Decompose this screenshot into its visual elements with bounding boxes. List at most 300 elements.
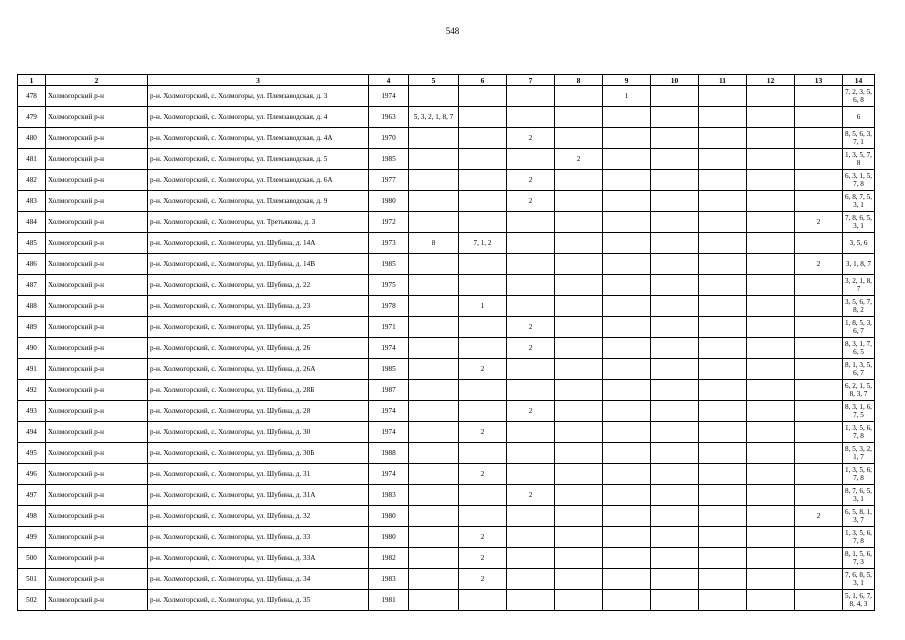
col6-cell: 2	[459, 464, 507, 485]
col7-cell: 2	[507, 170, 555, 191]
table-row	[18, 464, 875, 485]
table-row	[18, 380, 875, 401]
col9-cell	[603, 317, 651, 338]
col9-cell	[603, 527, 651, 548]
col5-cell	[409, 590, 459, 611]
col12-cell	[747, 275, 795, 296]
col10-cell	[651, 107, 699, 128]
year-cell: 1981	[369, 590, 409, 611]
year-cell: 1974	[369, 338, 409, 359]
year-cell: 1985	[369, 149, 409, 170]
column-header-6: 6	[459, 75, 507, 86]
col14-cell: 6, 8, 7, 5, 3, 1	[843, 191, 875, 212]
col13-cell	[795, 569, 843, 590]
col14-cell: 3, 1, 8, 7	[843, 254, 875, 275]
col7-cell	[507, 443, 555, 464]
col10-cell	[651, 233, 699, 254]
col7-cell	[507, 359, 555, 380]
col9-cell	[603, 254, 651, 275]
row-number-cell: 488	[18, 296, 46, 317]
col7-cell	[507, 107, 555, 128]
col7-cell	[507, 422, 555, 443]
col10-cell	[651, 86, 699, 107]
col5-cell	[409, 254, 459, 275]
col7-cell	[507, 296, 555, 317]
col14-cell: 6, 5, 8, 1, 3, 7	[843, 506, 875, 527]
col12-cell	[747, 149, 795, 170]
table-row	[18, 443, 875, 464]
col8-cell	[555, 443, 603, 464]
col12-cell	[747, 380, 795, 401]
col10-cell	[651, 506, 699, 527]
column-header-1: 1	[18, 75, 46, 86]
table-body	[18, 86, 875, 611]
col7-cell	[507, 506, 555, 527]
col11-cell	[699, 506, 747, 527]
col5-cell	[409, 191, 459, 212]
col8-cell	[555, 107, 603, 128]
table-row	[18, 485, 875, 506]
col10-cell	[651, 128, 699, 149]
col5-cell	[409, 275, 459, 296]
year-cell: 1971	[369, 317, 409, 338]
col11-cell	[699, 107, 747, 128]
col5-cell	[409, 317, 459, 338]
col5-cell	[409, 506, 459, 527]
col7-cell: 2	[507, 317, 555, 338]
col10-cell	[651, 485, 699, 506]
col5-cell	[409, 86, 459, 107]
col7-cell	[507, 254, 555, 275]
col6-cell	[459, 317, 507, 338]
table-header-row	[18, 75, 875, 86]
col13-cell	[795, 191, 843, 212]
address-cell: р-н. Холмогорский, с. Холмогоры, ул. Шубина, д. 33А	[148, 548, 369, 569]
district-cell: Холмогорский р-н	[46, 233, 148, 254]
col12-cell	[747, 317, 795, 338]
col13-cell	[795, 170, 843, 191]
col7-cell	[507, 569, 555, 590]
col5-cell	[409, 149, 459, 170]
col9-cell	[603, 107, 651, 128]
col13-cell	[795, 128, 843, 149]
col13-cell	[795, 86, 843, 107]
col14-cell: 8, 1, 3, 5, 6, 7	[843, 359, 875, 380]
year-cell: 1974	[369, 422, 409, 443]
col6-cell	[459, 170, 507, 191]
column-header-13: 13	[795, 75, 843, 86]
address-cell: р-н. Холмогорский, с. Холмогоры, ул. Шубина, д. 34	[148, 569, 369, 590]
col11-cell	[699, 86, 747, 107]
col9-cell	[603, 569, 651, 590]
col9-cell	[603, 422, 651, 443]
column-header-14: 14	[843, 75, 875, 86]
col9-cell	[603, 464, 651, 485]
col13-cell: 2	[795, 506, 843, 527]
address-cell: р-н. Холмогорский, с. Холмогоры, ул. Племзаводская, д. 4А	[148, 128, 369, 149]
col10-cell	[651, 422, 699, 443]
col12-cell	[747, 191, 795, 212]
col7-cell	[507, 212, 555, 233]
col6-cell	[459, 254, 507, 275]
col5-cell	[409, 212, 459, 233]
row-number-cell: 484	[18, 212, 46, 233]
col12-cell	[747, 338, 795, 359]
row-number-cell: 487	[18, 275, 46, 296]
col8-cell	[555, 317, 603, 338]
col6-cell: 2	[459, 422, 507, 443]
col11-cell	[699, 569, 747, 590]
year-cell: 1980	[369, 191, 409, 212]
col6-cell	[459, 485, 507, 506]
address-cell: р-н. Холмогорский, с. Холмогоры, ул. Третьякова, д. 3	[148, 212, 369, 233]
col5-cell	[409, 128, 459, 149]
col11-cell	[699, 485, 747, 506]
address-cell: р-н. Холмогорский, с. Холмогоры, ул. Шубина, д. 35	[148, 590, 369, 611]
col14-cell: 6, 2, 1, 5, 8, 3, 7	[843, 380, 875, 401]
col6-cell	[459, 443, 507, 464]
col7-cell	[507, 86, 555, 107]
col7-cell	[507, 149, 555, 170]
address-cell: р-н. Холмогорский, с. Холмогоры, ул. Шубина, д. 32	[148, 506, 369, 527]
col11-cell	[699, 296, 747, 317]
col6-cell: 2	[459, 527, 507, 548]
col11-cell	[699, 254, 747, 275]
col5-cell	[409, 296, 459, 317]
address-cell: р-н. Холмогорский, с. Холмогоры, ул. Шубина, д. 33	[148, 527, 369, 548]
col14-cell: 3, 2, 1, 8, 7	[843, 275, 875, 296]
year-cell: 1980	[369, 506, 409, 527]
col11-cell	[699, 170, 747, 191]
col5-cell	[409, 527, 459, 548]
col6-cell	[459, 380, 507, 401]
column-header-2: 2	[46, 75, 148, 86]
table-row	[18, 128, 875, 149]
col14-cell: 8, 1, 5, 6, 7, 3	[843, 548, 875, 569]
col14-cell: 8, 3, 1, 7, 6, 5	[843, 338, 875, 359]
district-cell: Холмогорский р-н	[46, 443, 148, 464]
col12-cell	[747, 548, 795, 569]
col6-cell	[459, 212, 507, 233]
district-cell: Холмогорский р-н	[46, 590, 148, 611]
table-row	[18, 527, 875, 548]
table-row	[18, 107, 875, 128]
col9-cell	[603, 359, 651, 380]
col8-cell	[555, 296, 603, 317]
table-row	[18, 401, 875, 422]
address-cell: р-н. Холмогорский, с. Холмогоры, ул. Племзаводская, д. 3	[148, 86, 369, 107]
col6-cell	[459, 401, 507, 422]
col5-cell	[409, 359, 459, 380]
col6-cell: 2	[459, 548, 507, 569]
year-cell: 1985	[369, 359, 409, 380]
col8-cell	[555, 401, 603, 422]
col10-cell	[651, 548, 699, 569]
district-cell: Холмогорский р-н	[46, 464, 148, 485]
col13-cell	[795, 317, 843, 338]
col13-cell	[795, 527, 843, 548]
col13-cell	[795, 149, 843, 170]
col11-cell	[699, 527, 747, 548]
address-cell: р-н. Холмогорский, с. Холмогоры, ул. Шубина, д. 14В	[148, 254, 369, 275]
col10-cell	[651, 254, 699, 275]
col12-cell	[747, 506, 795, 527]
col10-cell	[651, 569, 699, 590]
col6-cell	[459, 149, 507, 170]
year-cell: 1983	[369, 485, 409, 506]
table-row	[18, 296, 875, 317]
col7-cell: 2	[507, 191, 555, 212]
col10-cell	[651, 296, 699, 317]
col11-cell	[699, 233, 747, 254]
col6-cell	[459, 338, 507, 359]
district-cell: Холмогорский р-н	[46, 296, 148, 317]
col12-cell	[747, 86, 795, 107]
col5-cell	[409, 422, 459, 443]
col14-cell: 1, 3, 5, 6, 7, 8	[843, 464, 875, 485]
col13-cell	[795, 485, 843, 506]
year-cell: 1975	[369, 275, 409, 296]
district-cell: Холмогорский р-н	[46, 338, 148, 359]
district-cell: Холмогорский р-н	[46, 212, 148, 233]
col11-cell	[699, 149, 747, 170]
col13-cell	[795, 338, 843, 359]
col14-cell: 8, 7, 6, 5, 3, 1	[843, 485, 875, 506]
col5-cell	[409, 443, 459, 464]
col8-cell	[555, 422, 603, 443]
row-number-cell: 483	[18, 191, 46, 212]
col8-cell: 2	[555, 149, 603, 170]
row-number-cell: 498	[18, 506, 46, 527]
col12-cell	[747, 212, 795, 233]
year-cell: 1974	[369, 401, 409, 422]
district-cell: Холмогорский р-н	[46, 548, 148, 569]
col9-cell	[603, 170, 651, 191]
col9-cell	[603, 443, 651, 464]
col6-cell: 1	[459, 296, 507, 317]
address-cell: р-н. Холмогорский, с. Холмогоры, ул. Шубина, д. 30	[148, 422, 369, 443]
col9-cell	[603, 128, 651, 149]
address-cell: р-н. Холмогорский, с. Холмогоры, ул. Племзаводская, д. 5	[148, 149, 369, 170]
column-header-7: 7	[507, 75, 555, 86]
col12-cell	[747, 401, 795, 422]
col13-cell	[795, 401, 843, 422]
col13-cell	[795, 443, 843, 464]
row-number-cell: 497	[18, 485, 46, 506]
district-cell: Холмогорский р-н	[46, 359, 148, 380]
row-number-cell: 491	[18, 359, 46, 380]
col7-cell: 2	[507, 338, 555, 359]
col14-cell: 1, 3, 5, 7, 8	[843, 149, 875, 170]
col11-cell	[699, 317, 747, 338]
col10-cell	[651, 191, 699, 212]
col10-cell	[651, 338, 699, 359]
col10-cell	[651, 170, 699, 191]
col14-cell: 8, 3, 1, 6, 7, 5	[843, 401, 875, 422]
col14-cell: 1, 3, 5, 6, 7, 8	[843, 527, 875, 548]
year-cell: 1987	[369, 380, 409, 401]
table-row	[18, 233, 875, 254]
col7-cell	[507, 275, 555, 296]
col10-cell	[651, 527, 699, 548]
col10-cell	[651, 464, 699, 485]
col8-cell	[555, 548, 603, 569]
col13-cell	[795, 548, 843, 569]
col7-cell	[507, 548, 555, 569]
table-row	[18, 506, 875, 527]
col6-cell	[459, 128, 507, 149]
table-row	[18, 317, 875, 338]
col11-cell	[699, 464, 747, 485]
address-cell: р-н. Холмогорский, с. Холмогоры, ул. Шубина, д. 31	[148, 464, 369, 485]
district-cell: Холмогорский р-н	[46, 86, 148, 107]
row-number-cell: 494	[18, 422, 46, 443]
col10-cell	[651, 275, 699, 296]
row-number-cell: 481	[18, 149, 46, 170]
col9-cell	[603, 149, 651, 170]
col5-cell	[409, 548, 459, 569]
address-cell: р-н. Холмогорский, с. Холмогоры, ул. Племзаводская, д. 4	[148, 107, 369, 128]
row-number-cell: 478	[18, 86, 46, 107]
col10-cell	[651, 212, 699, 233]
col5-cell: 8	[409, 233, 459, 254]
table-row	[18, 254, 875, 275]
district-cell: Холмогорский р-н	[46, 107, 148, 128]
row-number-cell: 489	[18, 317, 46, 338]
address-cell: р-н. Холмогорский, с. Холмогоры, ул. Шубина, д. 26	[148, 338, 369, 359]
col11-cell	[699, 548, 747, 569]
col13-cell	[795, 275, 843, 296]
col7-cell	[507, 233, 555, 254]
col9-cell	[603, 590, 651, 611]
table-row	[18, 275, 875, 296]
district-cell: Холмогорский р-н	[46, 380, 148, 401]
col13-cell	[795, 380, 843, 401]
address-cell: р-н. Холмогорский, с. Холмогоры, ул. Шубина, д. 28Б	[148, 380, 369, 401]
row-number-cell: 485	[18, 233, 46, 254]
col9-cell	[603, 548, 651, 569]
district-cell: Холмогорский р-н	[46, 275, 148, 296]
row-number-cell: 479	[18, 107, 46, 128]
year-cell: 1974	[369, 464, 409, 485]
year-cell: 1983	[369, 569, 409, 590]
year-cell: 1978	[369, 296, 409, 317]
col9-cell	[603, 380, 651, 401]
col13-cell	[795, 233, 843, 254]
col12-cell	[747, 359, 795, 380]
col8-cell	[555, 254, 603, 275]
col13-cell	[795, 422, 843, 443]
table-row	[18, 149, 875, 170]
col8-cell	[555, 191, 603, 212]
col7-cell	[507, 380, 555, 401]
district-cell: Холмогорский р-н	[46, 191, 148, 212]
col9-cell	[603, 191, 651, 212]
col10-cell	[651, 590, 699, 611]
column-header-3: 3	[148, 75, 369, 86]
year-cell: 1982	[369, 548, 409, 569]
col12-cell	[747, 569, 795, 590]
table-row	[18, 191, 875, 212]
col11-cell	[699, 191, 747, 212]
col9-cell	[603, 296, 651, 317]
col14-cell: 3, 5, 6	[843, 233, 875, 254]
col8-cell	[555, 86, 603, 107]
col14-cell: 7, 2, 3, 5, 6, 8	[843, 86, 875, 107]
district-cell: Холмогорский р-н	[46, 485, 148, 506]
col12-cell	[747, 296, 795, 317]
year-cell: 1972	[369, 212, 409, 233]
col13-cell	[795, 464, 843, 485]
col7-cell: 2	[507, 401, 555, 422]
col12-cell	[747, 170, 795, 191]
row-number-cell: 496	[18, 464, 46, 485]
page-number: 548	[445, 26, 460, 36]
col9-cell	[603, 233, 651, 254]
col13-cell	[795, 296, 843, 317]
column-header-11: 11	[699, 75, 747, 86]
col13-cell	[795, 359, 843, 380]
col14-cell: 7, 6, 8, 5, 3, 1	[843, 569, 875, 590]
col13-cell	[795, 107, 843, 128]
col11-cell	[699, 401, 747, 422]
col9-cell	[603, 275, 651, 296]
district-cell: Холмогорский р-н	[46, 506, 148, 527]
col7-cell	[507, 527, 555, 548]
col11-cell	[699, 422, 747, 443]
col14-cell: 8, 5, 6, 3, 7, 1	[843, 128, 875, 149]
col8-cell	[555, 212, 603, 233]
col6-cell	[459, 191, 507, 212]
col8-cell	[555, 128, 603, 149]
col10-cell	[651, 359, 699, 380]
address-cell: р-н. Холмогорский, с. Холмогоры, ул. Шубина, д. 31А	[148, 485, 369, 506]
col8-cell	[555, 380, 603, 401]
row-number-cell: 500	[18, 548, 46, 569]
address-cell: р-н. Холмогорский, с. Холмогоры, ул. Шубина, д. 28	[148, 401, 369, 422]
row-number-cell: 493	[18, 401, 46, 422]
column-header-5: 5	[409, 75, 459, 86]
col11-cell	[699, 380, 747, 401]
column-header-9: 9	[603, 75, 651, 86]
column-header-12: 12	[747, 75, 795, 86]
year-cell: 1988	[369, 443, 409, 464]
year-cell: 1980	[369, 527, 409, 548]
col7-cell	[507, 464, 555, 485]
address-cell: р-н. Холмогорский, с. Холмогоры, ул. Шубина, д. 14А	[148, 233, 369, 254]
col5-cell	[409, 380, 459, 401]
col10-cell	[651, 317, 699, 338]
year-cell: 1970	[369, 128, 409, 149]
column-header-10: 10	[651, 75, 699, 86]
col5-cell	[409, 464, 459, 485]
col8-cell	[555, 569, 603, 590]
col14-cell: 8, 5, 3, 2, 1, 7	[843, 443, 875, 464]
year-cell: 1985	[369, 254, 409, 275]
col6-cell	[459, 107, 507, 128]
col8-cell	[555, 233, 603, 254]
col5-cell	[409, 569, 459, 590]
col14-cell: 1, 3, 5, 6, 7, 8	[843, 422, 875, 443]
col7-cell: 2	[507, 485, 555, 506]
address-cell: р-н. Холмогорский, с. Холмогоры, ул. Шубина, д. 26А	[148, 359, 369, 380]
col12-cell	[747, 128, 795, 149]
col13-cell: 2	[795, 254, 843, 275]
col6-cell	[459, 86, 507, 107]
col11-cell	[699, 275, 747, 296]
col14-cell: 7, 8, 6, 5, 3, 1	[843, 212, 875, 233]
table-row	[18, 170, 875, 191]
